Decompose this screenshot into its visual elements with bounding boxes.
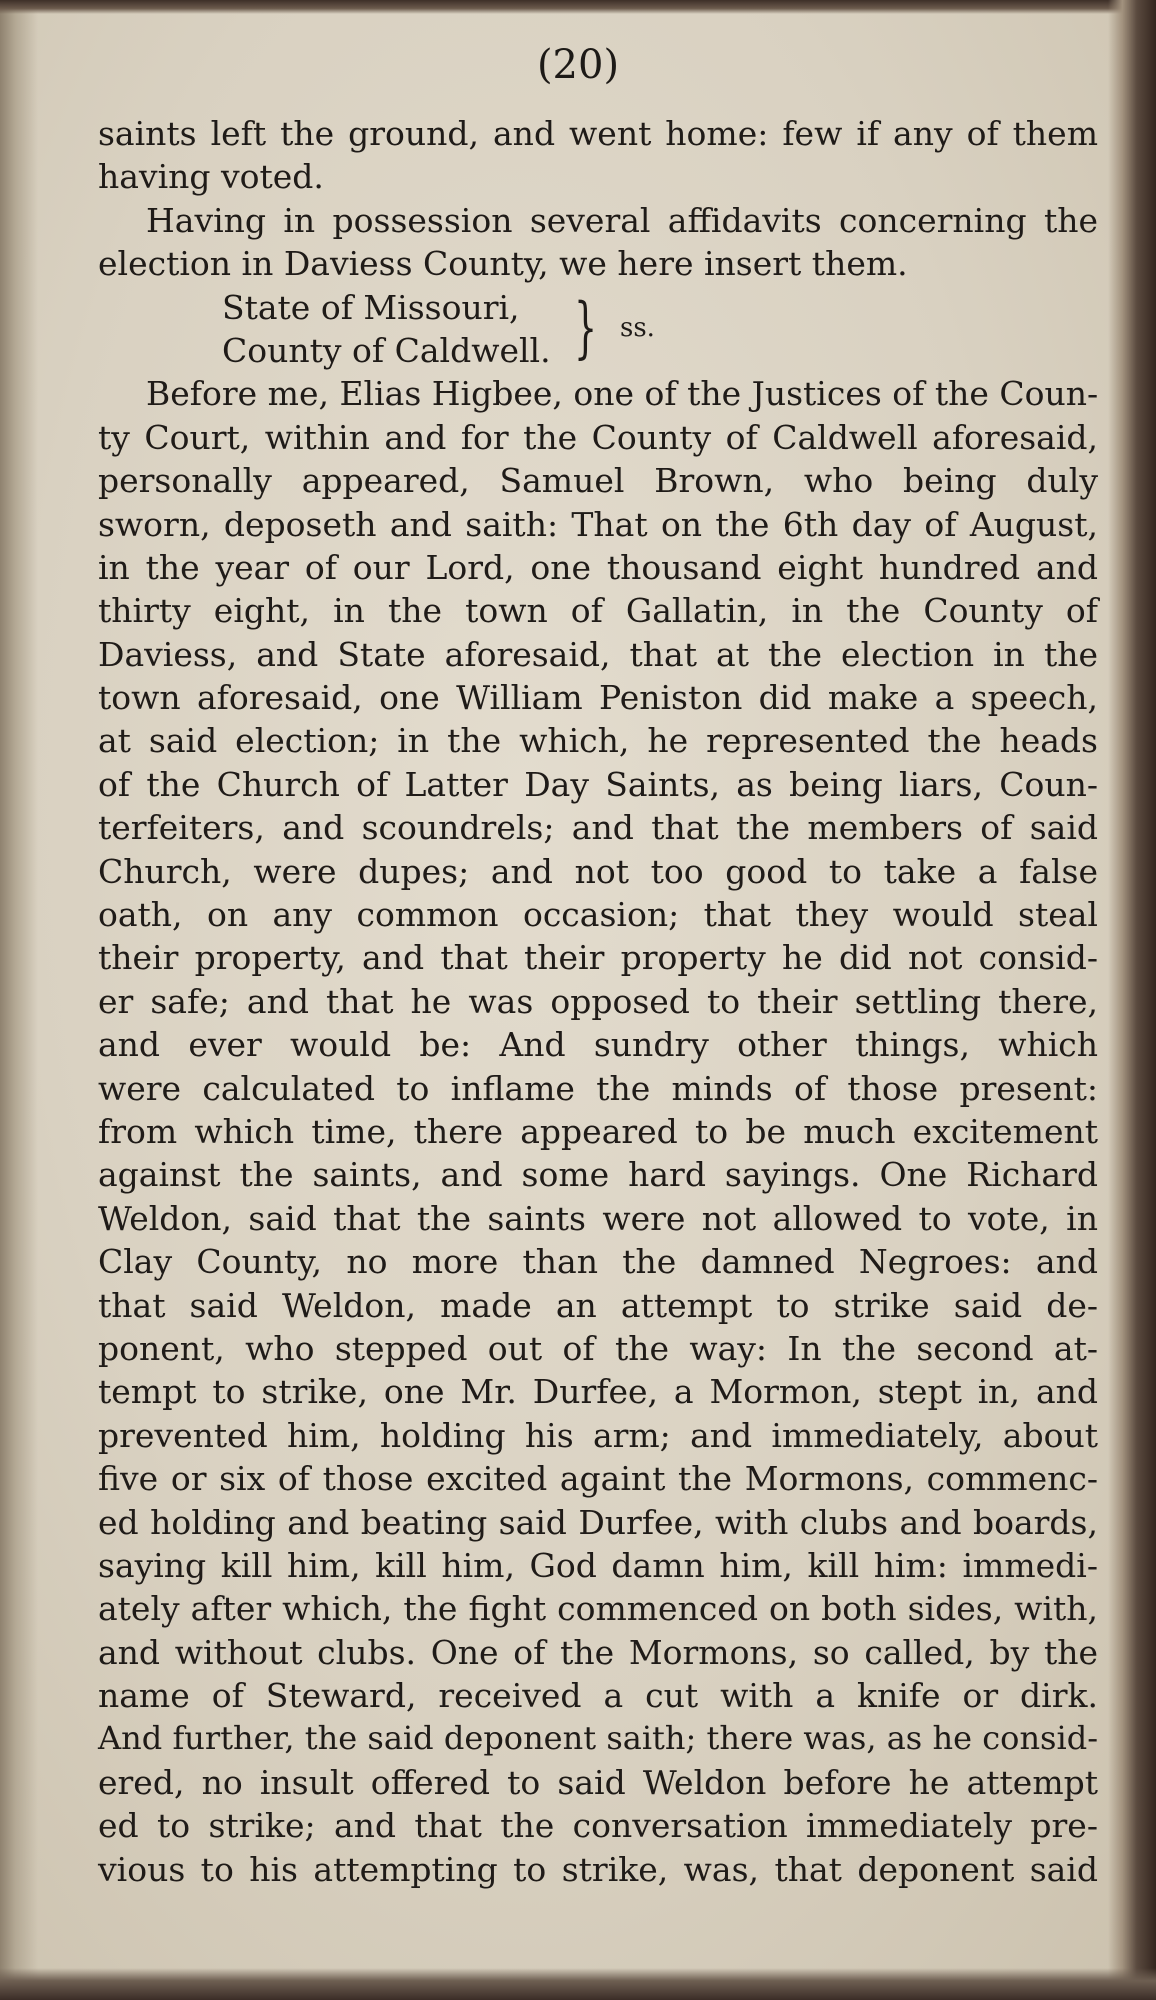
text-line: Church, were dupes; and not too good to take a false — [98, 851, 1098, 891]
text-line: ed holding and beating said Durfee, with clubs and boards, — [98, 1502, 1098, 1542]
text-line: oath, on any common occasion; that they would steal — [98, 895, 1098, 935]
text-line: ately after which, the fight commenced on both sides, with, — [98, 1589, 1098, 1629]
text-line: tempt to strike, one Mr. Durfee, a Mormon, stept in, and — [98, 1372, 1098, 1412]
text-line: in the year of our Lord, one thousand eight hundred and — [98, 547, 1098, 587]
text-line: And further, the said deponent saith; there was, as he consid- — [98, 1719, 1098, 1758]
text-line: sworn, deposeth and saith: That on the 6th day of August, — [98, 504, 1098, 544]
text-line: Before me, Elias Higbee, one of the Justices of the Coun- — [146, 374, 1099, 414]
text-line: against the saints, and some hard sayings. One Richard — [98, 1155, 1098, 1195]
text-line: ty Court, within and for the County of Caldwell aforesaid, — [98, 417, 1098, 457]
text-line: Daviess, and State aforesaid, that at the election in the — [98, 634, 1098, 674]
venue-state: State of Missouri, — [222, 287, 520, 327]
venue-brace: } — [574, 288, 598, 366]
venue-county: County of Caldwell. — [222, 330, 551, 370]
text-line: thirty eight, in the town of Gallatin, in the County of — [98, 591, 1098, 631]
text-line: their property, and that their property he did not consid- — [98, 938, 1098, 978]
text-line: ered, no insult offered to said Weldon before he attempt — [98, 1762, 1098, 1802]
text-line: that said Weldon, made an attempt to strike said de- — [98, 1285, 1098, 1325]
text-line: Clay County, no more than the damned Negroes: and — [98, 1242, 1098, 1282]
text-line: name of Steward, received a cut with a knife or dirk. — [98, 1676, 1098, 1716]
text-line: terfeiters, and scoundrels; and that the members of said — [98, 808, 1098, 848]
text-line: prevented him, holding his arm; and immediately, about — [98, 1415, 1098, 1455]
text-line: were calculated to inflame the minds of those present: — [98, 1068, 1098, 1108]
text-line: of the Church of Latter Day Saints, as being liars, Coun- — [98, 764, 1098, 804]
text-line: saints left the ground, and went home: few if any of them — [98, 114, 1098, 153]
text-line: vious to his attempting to strike, was, that deponent said — [98, 1849, 1098, 1889]
text-line: five or six of those excited againt the Mormons, commenc- — [98, 1459, 1098, 1499]
page-text — [98, 112, 1098, 1891]
text-line: Weldon, said that the saints were not allowed to vote, in — [98, 1198, 1098, 1238]
venue-ss: ss. — [620, 312, 655, 343]
page-gutter-shadow — [0, 0, 38, 2000]
text-line: at said election; in the which, he represented the heads — [98, 721, 1098, 761]
text-line: Having in possession several affidavits concerning the — [146, 200, 1098, 240]
text-line: personally appeared, Samuel Brown, who being duly — [98, 461, 1098, 501]
text-line: town aforesaid, one William Peniston did make a speech, — [98, 678, 1098, 718]
page-right-edge — [1108, 0, 1156, 2000]
text-line: election in Daviess County, we here insert them. — [98, 244, 908, 284]
page-number: (20) — [536, 42, 620, 88]
text-line: ed to strike; and that the conversation immediately pre- — [98, 1806, 1098, 1846]
page-bottom-edge — [0, 1968, 1156, 2000]
venue-caption — [98, 286, 1098, 373]
text-line: from which time, there appeared to be much excitement — [98, 1112, 1098, 1151]
text-line: ponent, who stepped out of the way: In the second at- — [98, 1328, 1098, 1368]
text-line: er safe; and that he was opposed to their settling there, — [98, 981, 1098, 1021]
text-line: and without clubs. One of the Mormons, so called, by the — [98, 1632, 1098, 1672]
text-line: having voted. — [98, 157, 324, 197]
text-line: and ever would be: And sundry other things, which — [98, 1025, 1098, 1065]
page-top-edge — [0, 0, 1156, 14]
text-line: saying kill him, kill him, God damn him, kill him: immedi- — [98, 1545, 1098, 1585]
